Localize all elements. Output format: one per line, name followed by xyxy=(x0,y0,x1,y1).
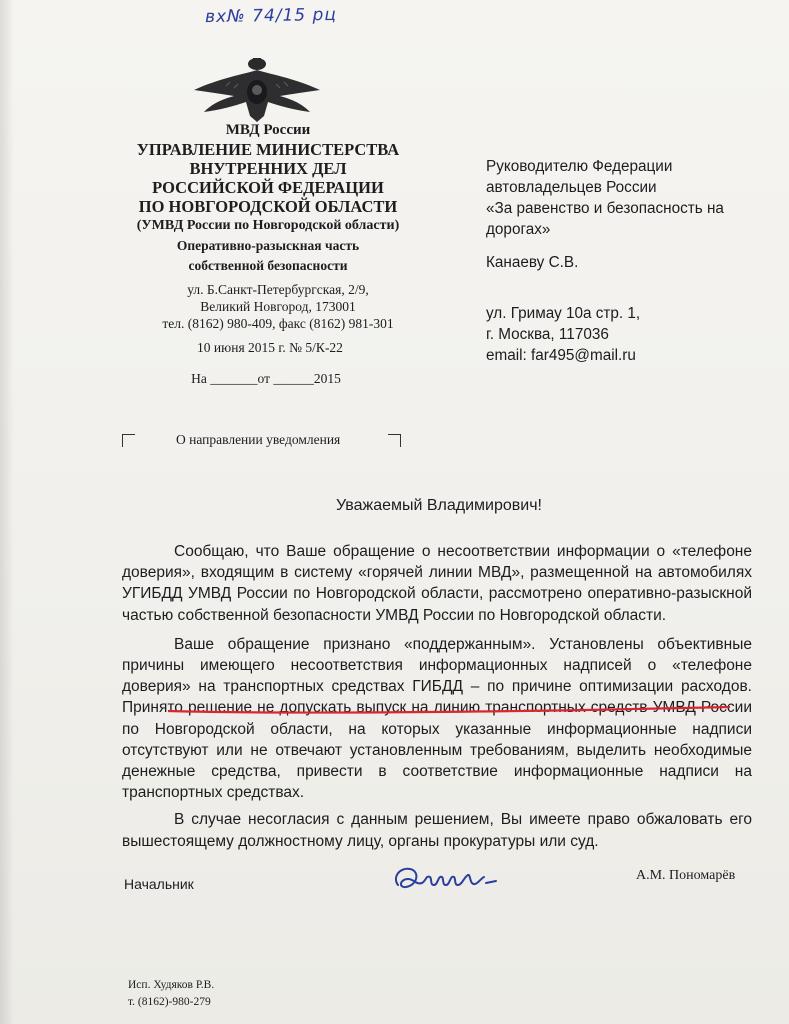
sender-address-line: Великий Новгород, 173001 xyxy=(200,299,356,314)
sender-address xyxy=(128,281,428,332)
letterhead-line: ПО НОВГОРОДСКОЙ ОБЛАСТИ xyxy=(138,197,398,216)
executor-footer xyxy=(128,977,214,1011)
paper-shadow xyxy=(0,0,14,1024)
sender-address-line: ул. Б.Санкт-Петербургская, 2/9, xyxy=(187,282,369,297)
recipient-email: email: far495@mail.ru xyxy=(486,347,636,364)
letterhead-line: РОССИЙСКОЙ ФЕДЕРАЦИИ xyxy=(152,178,384,197)
letterhead-abbr: (УМВД России по Новгородской области) xyxy=(136,218,400,233)
incoming-number-handwritten: вх№ 74/15 рц xyxy=(204,4,338,28)
body-paragraph: В случае несогласия с данным решением, Вы имеете право обжаловать его вышестоящему должностному лицу, органы прокуратуры или суд. xyxy=(122,811,752,850)
recipient-address-line: ул. Гримау 10а стр. 1, xyxy=(486,305,641,322)
letter-body xyxy=(122,541,752,852)
body-paragraph: Сообщаю, что Ваше обращение о несоответствии информации о «телефоне доверия», входящим в систему «горячей линии МВД», размещенной на автомобилях УГИБДД УМВД России по Новгородской области, рассмотрено оперативно-разыскной частью собственной безопасности УМВД России по Новгородской области. xyxy=(122,543,752,624)
recipient-block xyxy=(486,156,724,366)
executor-phone: т. (8162)-980-279 xyxy=(128,996,211,1008)
reference-text: На _______от ______2015 xyxy=(191,371,341,386)
signatory-title: Начальник xyxy=(124,876,194,892)
executor-name: Исп. Худяков Р.В. xyxy=(128,979,215,991)
unit-name: Оперативно-разыскная часть xyxy=(176,238,360,253)
greeting: Уважаемый Владимирович! xyxy=(336,497,542,514)
letterhead-line: ВНУТРЕННИХ ДЕЛ xyxy=(189,159,347,178)
signatory-name: А.М. Пономарёв xyxy=(636,868,736,883)
recipient-address-line: г. Москва, 117036 xyxy=(486,326,609,343)
letterhead-line: МВД России xyxy=(225,122,311,138)
subject-corner-left xyxy=(122,434,135,447)
eagle-emblem-icon xyxy=(190,56,324,126)
recipient-line: дорогах» xyxy=(486,221,551,238)
letterhead-line: УПРАВЛЕНИЕ МИНИСТЕРСТВА xyxy=(136,140,400,159)
reference-line xyxy=(116,370,416,387)
unit-name: собственной безопасности xyxy=(188,258,348,273)
recipient-line: «За равенство и безопасность на xyxy=(486,200,724,217)
recipient-name: Канаеву С.В. xyxy=(486,254,579,271)
body-paragraph: Ваше обращение признано «поддержанным». Установлены объективные причины имеющего несоответствия информационных надписей о «телефоне доверия» на транспортных средствах ГИБДД – по причине оптимизации расходов. Принято решение не допускать выпуск на линию транспортных средств УМВД России по Новгородской области, на которых указанные информационные надписи отсутствуют или не отвечают установленным требованиям, выделить необходимые денежные средства, привести в соответствие информационные надписи на транспортных средствах. xyxy=(122,635,752,802)
letter-date-number xyxy=(120,339,420,356)
subject-corner-right xyxy=(388,434,401,447)
letterhead xyxy=(118,121,418,276)
recipient-line: Руководителю Федерации xyxy=(486,158,673,175)
recipient-line: автовладельцев России xyxy=(486,179,657,196)
handwritten-signature xyxy=(388,855,518,905)
sender-address-line: тел. (8162) 980-409, факс (8162) 981-301 xyxy=(162,316,394,331)
date-number: 10 июня 2015 г. № 5/К-22 xyxy=(197,340,343,355)
red-underline-mark xyxy=(166,706,732,716)
subject-line: О направлении уведомления xyxy=(176,432,341,447)
